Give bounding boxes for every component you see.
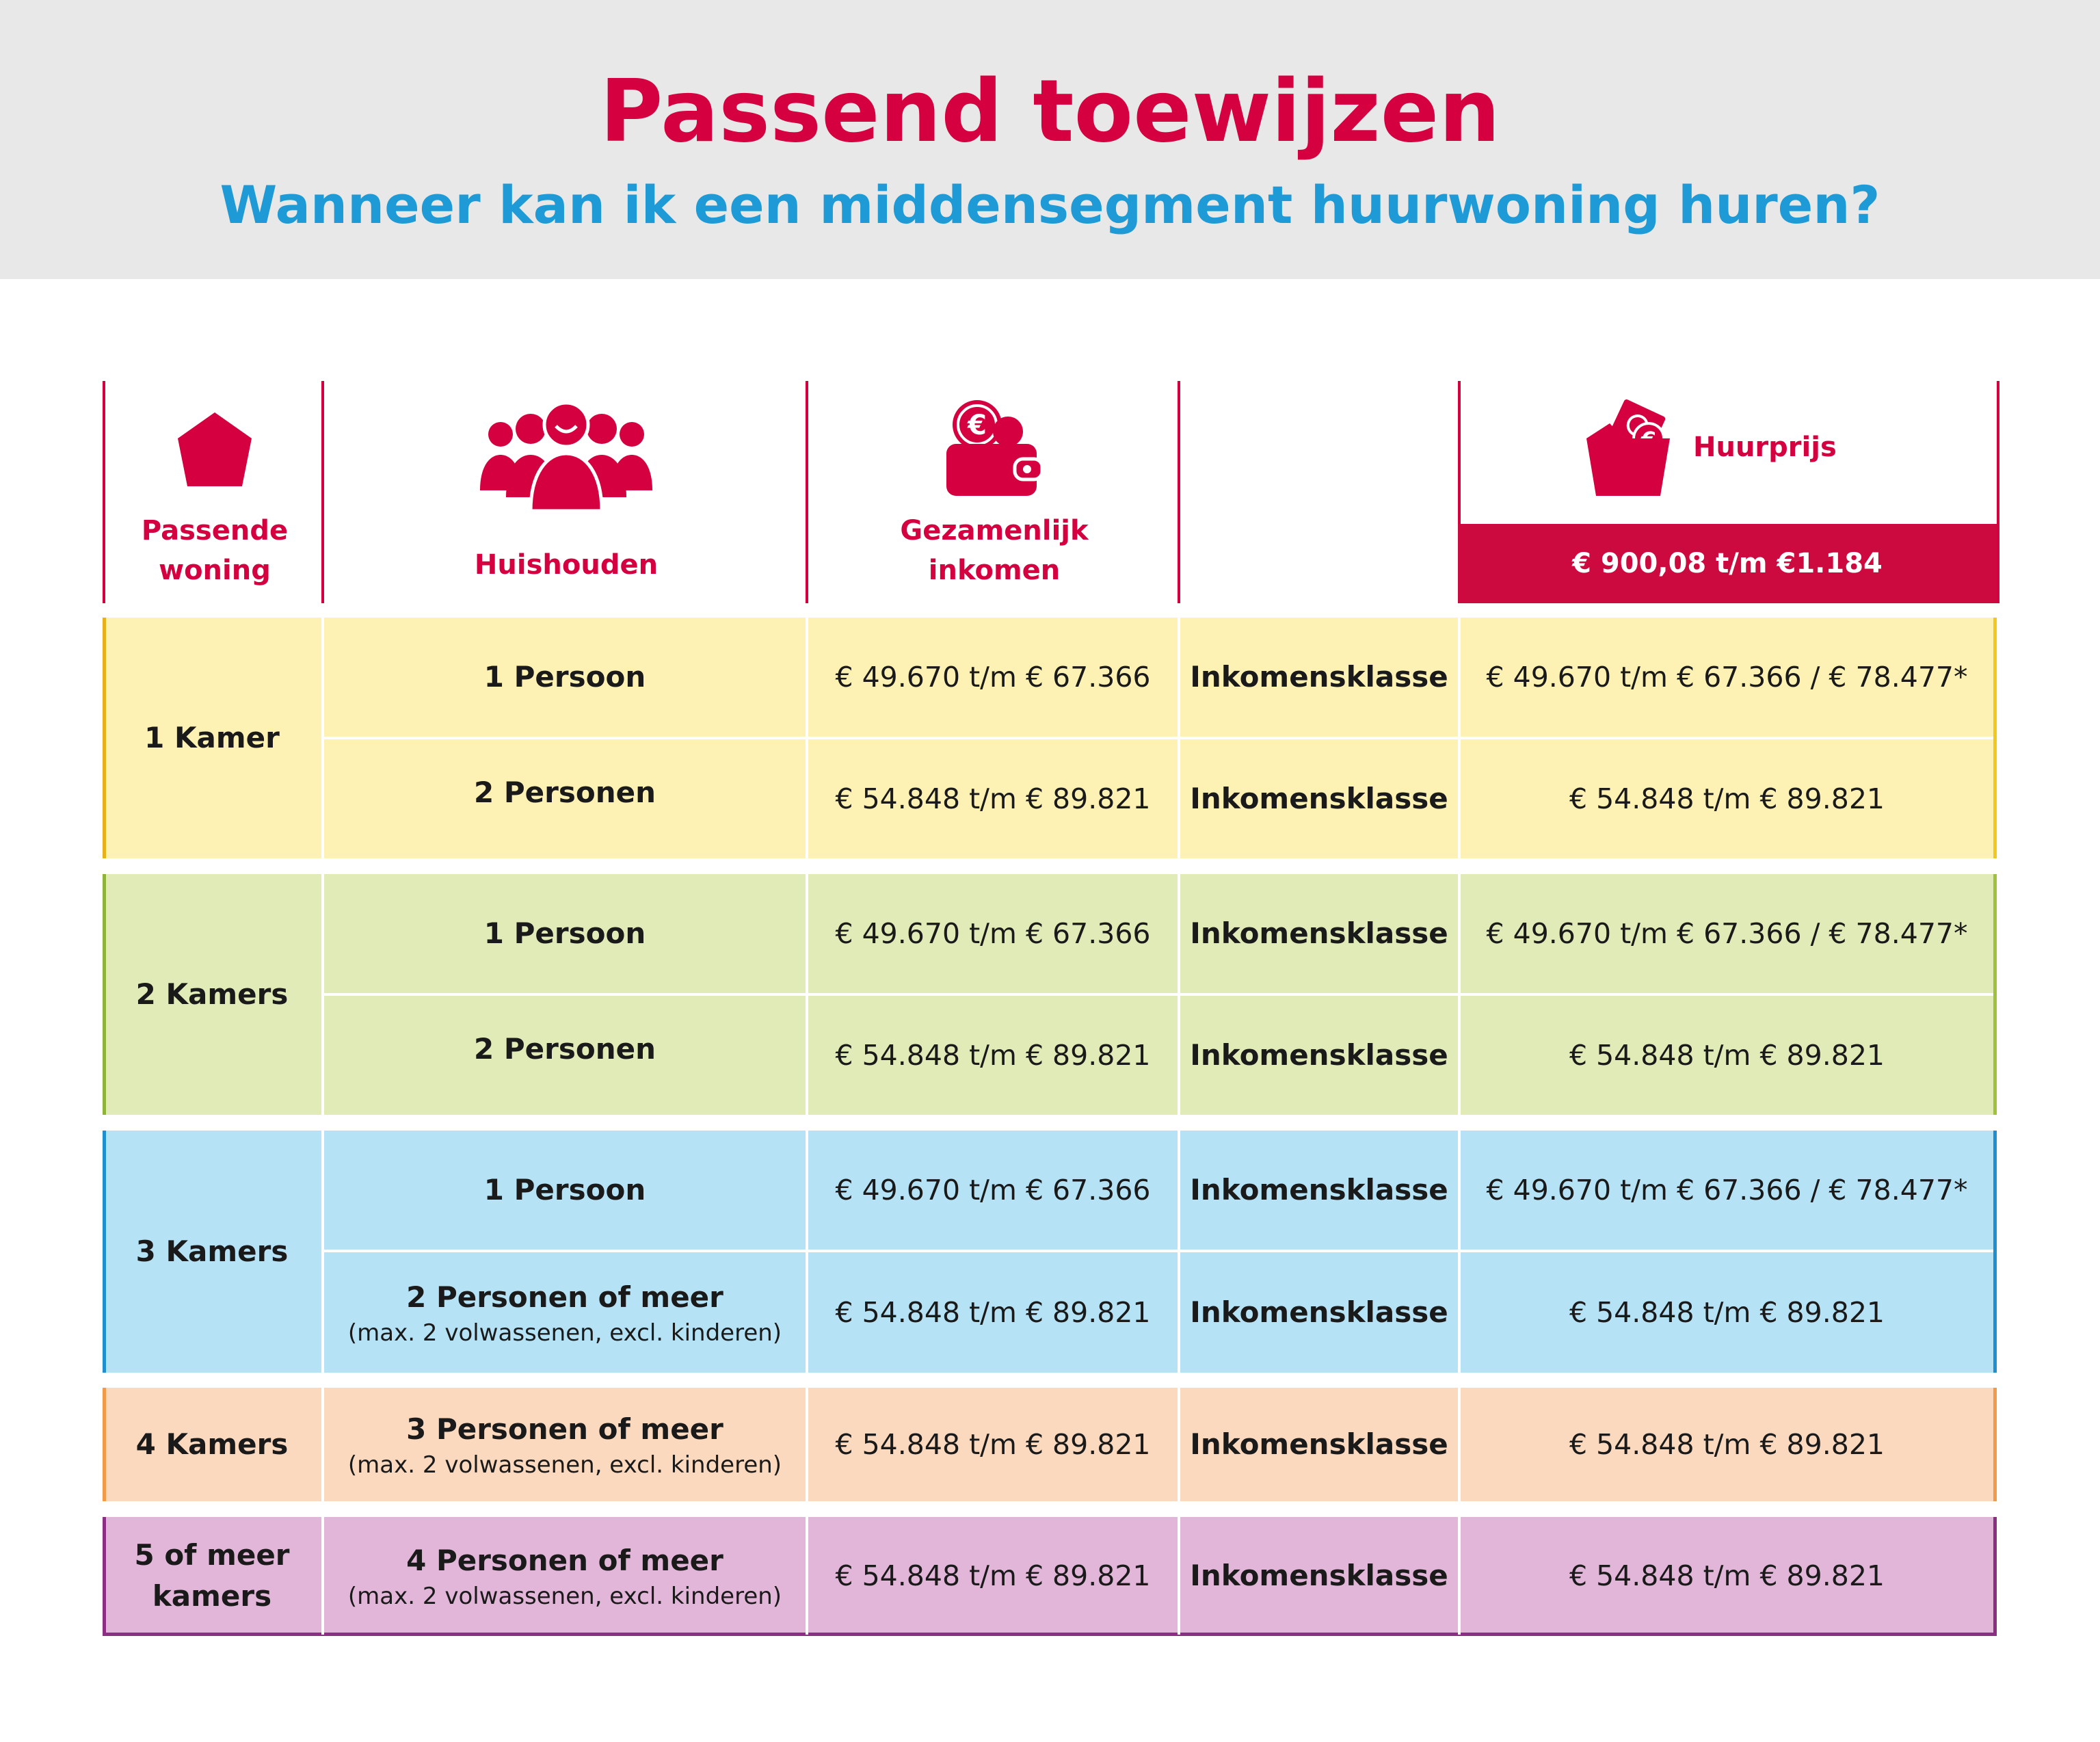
inkomen-value: € 54.848 t/m € 89.821 [835, 782, 1151, 815]
huishouden-label: 2 Personen [474, 1032, 656, 1066]
huishouden-label: 2 Personen of meer [406, 1280, 723, 1314]
inkomen-value: € 49.670 t/m € 67.366 [835, 1174, 1151, 1206]
huishouden-cell [324, 618, 806, 737]
inkomen-cell [808, 1131, 1178, 1250]
inkomen-cell [808, 739, 1178, 858]
column-label-huishouden: Huishouden [474, 549, 659, 581]
klasse-cell [1180, 1252, 1458, 1373]
inkomen-cell [808, 996, 1178, 1115]
row-group-3-kamers [103, 1131, 1997, 1373]
huurprijs-value: € 49.670 t/m € 67.366 / € 78.477* [1486, 661, 1968, 694]
row-group-5-kamers [103, 1517, 1997, 1635]
klasse-label: Inkomensklasse [1190, 1295, 1448, 1329]
svg-text:€: € [968, 410, 987, 441]
column-header-huishouden [321, 381, 808, 603]
huishouden-label: 4 Personen of meer [406, 1544, 723, 1577]
klasse-cell [1180, 618, 1458, 737]
huurprijs-cell [1461, 739, 1993, 858]
inkomen-cell [808, 1252, 1178, 1373]
huurprijs-value: € 54.848 t/m € 89.821 [1569, 1428, 1885, 1461]
huurprijs-range-bar: € 900,08 t/m €1.184 [1458, 524, 1997, 603]
inkomen-cell [808, 874, 1178, 993]
column-header-woning [103, 381, 324, 603]
row-group-4-kamers [103, 1388, 1997, 1501]
klasse-label: Inkomensklasse [1190, 660, 1448, 694]
klasse-label: Inkomensklasse [1190, 1173, 1448, 1206]
inkomen-value: € 49.670 t/m € 67.366 [835, 917, 1151, 950]
inkomen-value: € 54.848 t/m € 89.821 [835, 1428, 1151, 1461]
huurprijs-cell [1461, 1131, 1993, 1250]
huurprijs-cell [1461, 1252, 1993, 1373]
huishouden-label: 3 Personen of meer [406, 1412, 723, 1446]
klasse-label: Inkomensklasse [1190, 782, 1448, 815]
column-label-woning-1: Passende [141, 515, 289, 546]
huurprijs-cell [1461, 1517, 1993, 1635]
huurprijs-cell [1461, 996, 1993, 1115]
klasse-cell [1180, 1131, 1458, 1250]
woning-cell [103, 1517, 321, 1635]
klasse-label: Inkomensklasse [1190, 1038, 1448, 1072]
woning-label: 3 Kamers [135, 1235, 289, 1268]
inkomen-value: € 54.848 t/m € 89.821 [835, 1296, 1151, 1329]
huurprijs-value: € 49.670 t/m € 67.366 / € 78.477* [1486, 1174, 1968, 1206]
klasse-label: Inkomensklasse [1190, 1427, 1448, 1461]
woning-cell [103, 618, 321, 858]
row-group-1-kamer [103, 618, 1997, 858]
huishouden-cell [324, 1388, 806, 1501]
huishouden-cell [324, 1131, 806, 1250]
huishouden-cell [324, 874, 806, 993]
inkomen-cell [808, 618, 1178, 737]
huurprijs-value: € 54.848 t/m € 89.821 [1569, 1559, 1885, 1592]
huishouden-label: 1 Persoon [483, 660, 646, 694]
huurprijs-cell [1461, 874, 1993, 993]
column-header-inkomen [806, 381, 1180, 603]
klasse-cell [1180, 996, 1458, 1115]
huishouden-note: (max. 2 volwassenen, excl. kinderen) [347, 1319, 782, 1347]
huurprijs-value: € 54.848 t/m € 89.821 [1569, 1039, 1885, 1072]
inkomen-value: € 54.848 t/m € 89.821 [835, 1559, 1151, 1592]
page-subtitle: Wanneer kan ik een middensegment huurwoning huren? [220, 174, 1880, 235]
woning-label: 5 of meer [134, 1538, 290, 1572]
klasse-label: Inkomensklasse [1190, 916, 1448, 950]
wallet-euro-icon [940, 396, 1049, 501]
inkomen-value: € 49.670 t/m € 67.366 [835, 661, 1151, 694]
column-label-huurprijs: Huurprijs [1693, 432, 1837, 463]
huishouden-note: (max. 2 volwassenen, excl. kinderen) [347, 1451, 782, 1479]
klasse-cell [1180, 874, 1458, 993]
inkomen-cell [808, 1517, 1178, 1635]
people-group-icon [477, 401, 655, 514]
woning-label: 2 Kamers [135, 977, 289, 1011]
klasse-cell [1180, 1388, 1458, 1501]
huishouden-cell [324, 739, 806, 846]
huurprijs-value: € 54.848 t/m € 89.821 [1569, 1296, 1885, 1329]
woning-label: 1 Kamer [144, 721, 280, 754]
page-title: Passend toewijzen [600, 61, 1500, 161]
inkomen-cell [808, 1388, 1178, 1501]
woning-cell [103, 1131, 321, 1373]
huurprijs-cell [1461, 618, 1993, 737]
inkomen-value: € 54.848 t/m € 89.821 [835, 1039, 1151, 1072]
house-money-icon [1584, 396, 1673, 501]
klasse-label: Inkomensklasse [1190, 1559, 1448, 1592]
huurprijs-value: € 49.670 t/m € 67.366 / € 78.477* [1486, 917, 1968, 950]
klasse-cell [1180, 739, 1458, 858]
huishouden-label: 1 Persoon [483, 1173, 646, 1206]
column-label-inkomen-1: Gezamenlijk [900, 515, 1089, 546]
huurprijs-value: € 54.848 t/m € 89.821 [1569, 782, 1885, 815]
woning-label: kamers [152, 1579, 272, 1613]
huishouden-label: 1 Persoon [483, 916, 646, 950]
woning-cell [103, 1388, 321, 1501]
column-header-klasse [1178, 381, 1461, 603]
huurprijs-cell [1461, 1388, 1993, 1501]
column-label-inkomen-2: inkomen [928, 555, 1061, 586]
klasse-cell [1180, 1517, 1458, 1635]
woning-cell [103, 874, 321, 1115]
column-label-woning-2: woning [159, 555, 271, 586]
woning-label: 4 Kamers [135, 1427, 289, 1461]
huishouden-cell [324, 996, 806, 1103]
huishouden-label: 2 Personen [474, 776, 656, 809]
huishouden-cell [324, 1252, 806, 1373]
huishouden-note: (max. 2 volwassenen, excl. kinderen) [347, 1583, 782, 1610]
row-group-2-kamers [103, 874, 1997, 1115]
house-icon [174, 408, 256, 493]
huishouden-cell [324, 1517, 806, 1635]
